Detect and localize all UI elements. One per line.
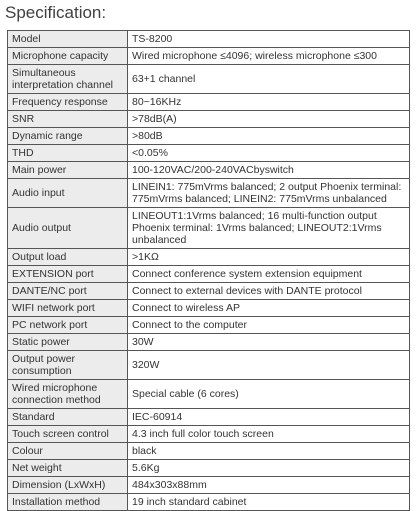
spec-label: Installation method bbox=[8, 494, 128, 511]
spec-value: Connect conference system extension equipment bbox=[128, 266, 410, 283]
specification-table-body bbox=[8, 31, 410, 511]
spec-row bbox=[8, 249, 410, 266]
spec-label: SNR bbox=[8, 111, 128, 128]
spec-value: LINEOUT1:1Vrms balanced; 16 multi-function output Phoenix terminal: 1Vrms balanced; LINEOUT2:1Vrms unbalanced bbox=[128, 208, 410, 249]
spec-row bbox=[8, 208, 410, 249]
page-title: Specification: bbox=[5, 3, 107, 22]
spec-row bbox=[8, 460, 410, 477]
spec-label: THD bbox=[8, 145, 128, 162]
spec-value: Connect to external devices with DANTE protocol bbox=[128, 283, 410, 300]
spec-row bbox=[8, 351, 410, 380]
spec-label: Output load bbox=[8, 249, 128, 266]
spec-row bbox=[8, 48, 410, 65]
spec-label: Colour bbox=[8, 443, 128, 460]
spec-label: Audio input bbox=[8, 179, 128, 208]
spec-value: >80dB bbox=[128, 128, 410, 145]
spec-value: Special cable (6 cores) bbox=[128, 380, 410, 409]
spec-value: IEC-60914 bbox=[128, 409, 410, 426]
spec-value: 320W bbox=[128, 351, 410, 380]
spec-row bbox=[8, 162, 410, 179]
spec-row bbox=[8, 334, 410, 351]
spec-value: 4.3 inch full color touch screen bbox=[128, 426, 410, 443]
spec-label: Touch screen control bbox=[8, 426, 128, 443]
spec-row bbox=[8, 300, 410, 317]
spec-value: 19 inch standard cabinet bbox=[128, 494, 410, 511]
spec-value: <0.05% bbox=[128, 145, 410, 162]
spec-row bbox=[8, 111, 410, 128]
spec-row bbox=[8, 31, 410, 48]
spec-value: 5.6Kg bbox=[128, 460, 410, 477]
spec-label: Microphone capacity bbox=[8, 48, 128, 65]
spec-label: PC network port bbox=[8, 317, 128, 334]
spec-value: >1KΩ bbox=[128, 249, 410, 266]
spec-row bbox=[8, 380, 410, 409]
spec-label: WIFI network port bbox=[8, 300, 128, 317]
spec-label: Static power bbox=[8, 334, 128, 351]
specification-table bbox=[7, 30, 410, 511]
spec-label: EXTENSION port bbox=[8, 266, 128, 283]
spec-value: LINEIN1: 775mVrms balanced; 2 output Phoenix terminal: 775mVrms balanced; LINEIN2: 775mVrms unbalanced bbox=[128, 179, 410, 208]
spec-value: 63+1 channel bbox=[128, 65, 410, 94]
spec-row bbox=[8, 266, 410, 283]
spec-label: Net weight bbox=[8, 460, 128, 477]
spec-row bbox=[8, 128, 410, 145]
spec-row bbox=[8, 409, 410, 426]
spec-label: Audio output bbox=[8, 208, 128, 249]
spec-value: 30W bbox=[128, 334, 410, 351]
spec-row bbox=[8, 426, 410, 443]
spec-row bbox=[8, 283, 410, 300]
spec-row bbox=[8, 179, 410, 208]
spec-value: Connect to wireless AP bbox=[128, 300, 410, 317]
spec-label: Dynamic range bbox=[8, 128, 128, 145]
spec-label: Wired microphone connection method bbox=[8, 380, 128, 409]
spec-value: Connect to the computer bbox=[128, 317, 410, 334]
spec-value: 80~16KHz bbox=[128, 94, 410, 111]
spec-row bbox=[8, 65, 410, 94]
spec-label: DANTE/NC port bbox=[8, 283, 128, 300]
spec-value: 484x303x88mm bbox=[128, 477, 410, 494]
spec-label: Simultaneous interpretation channel bbox=[8, 65, 128, 94]
spec-label: Frequency response bbox=[8, 94, 128, 111]
spec-row bbox=[8, 443, 410, 460]
spec-value: >78dB(A) bbox=[128, 111, 410, 128]
spec-label: Output power consumption bbox=[8, 351, 128, 380]
spec-value: black bbox=[128, 443, 410, 460]
spec-value: Wired microphone ≤4096; wireless microphone ≤300 bbox=[128, 48, 410, 65]
spec-row bbox=[8, 145, 410, 162]
spec-label: Standard bbox=[8, 409, 128, 426]
spec-value: TS-8200 bbox=[128, 31, 410, 48]
spec-row bbox=[8, 94, 410, 111]
spec-label: Main power bbox=[8, 162, 128, 179]
spec-label: Model bbox=[8, 31, 128, 48]
spec-value: 100-120VAC/200-240VACbyswitch bbox=[128, 162, 410, 179]
spec-label: Dimension (LxWxH) bbox=[8, 477, 128, 494]
spec-row bbox=[8, 317, 410, 334]
spec-row bbox=[8, 477, 410, 494]
spec-row bbox=[8, 494, 410, 511]
